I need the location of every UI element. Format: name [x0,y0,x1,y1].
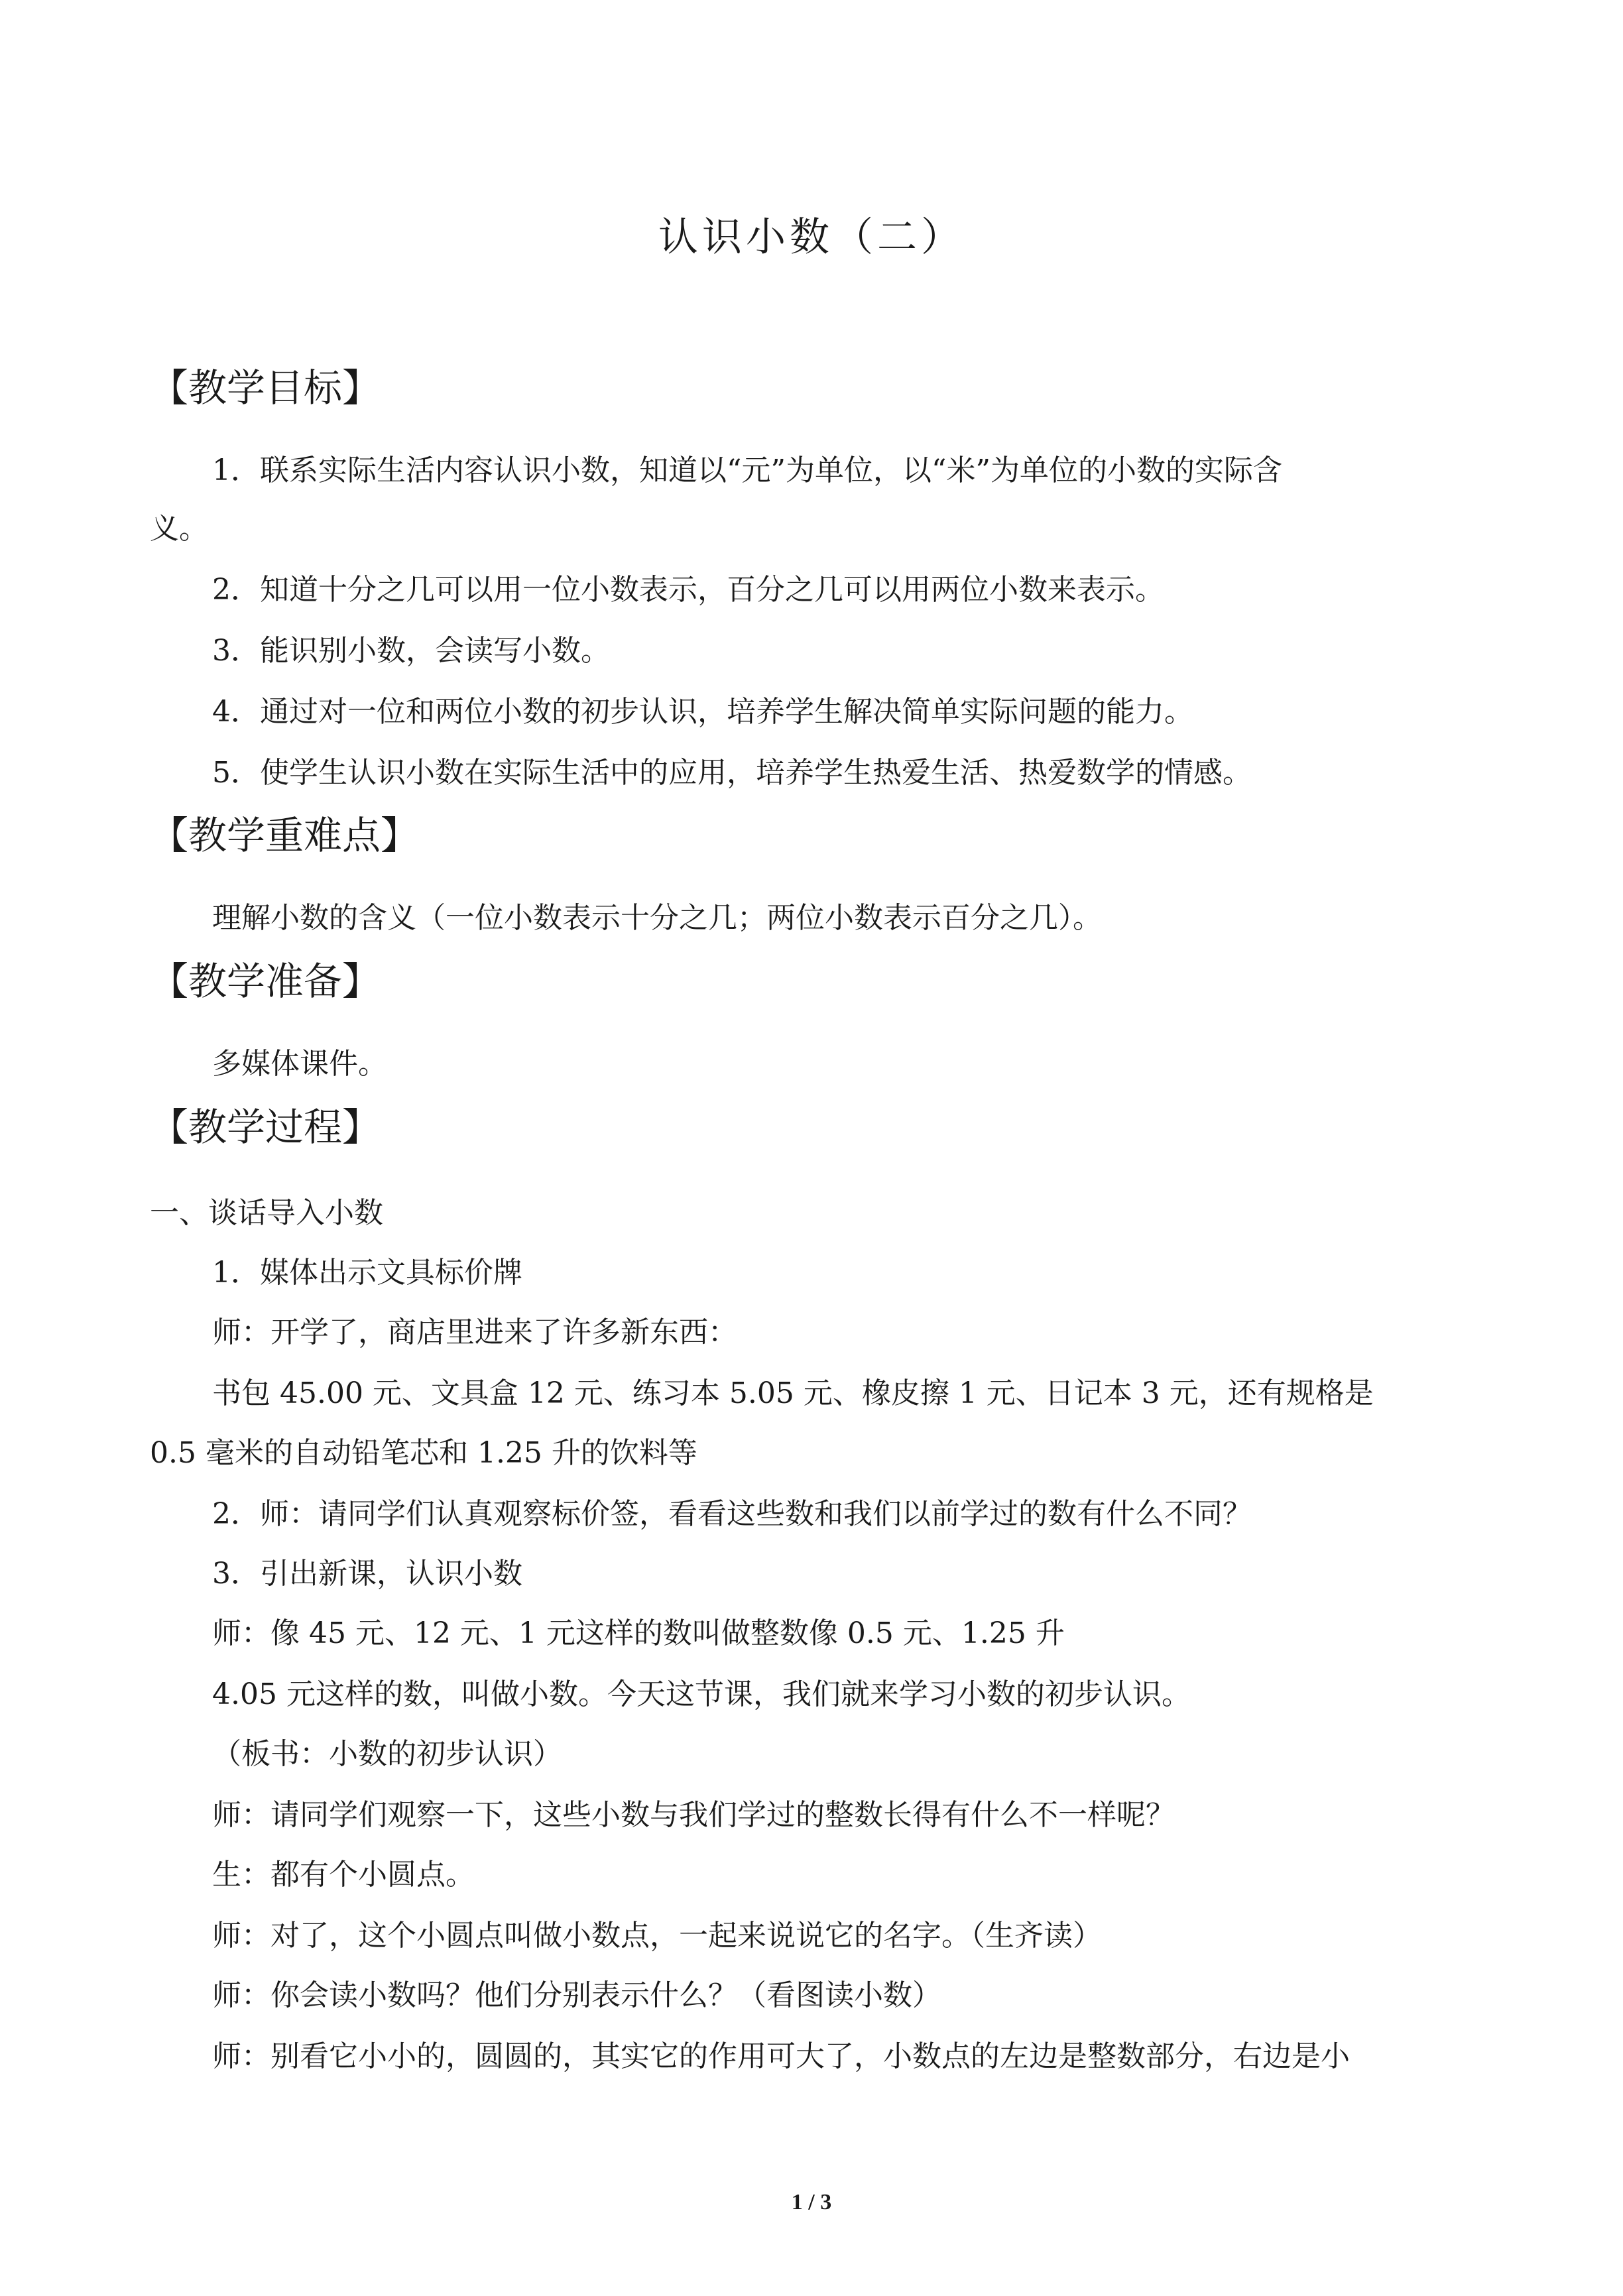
goal-item-3: 3．能识别小数，会读写小数。 [212,634,610,668]
process-line: 师：像 45 元、12 元、1 元这样的数叫做整数像 0.5 元、1.25 升 [212,1616,1065,1650]
process-line: 书包 45.00 元、文具盒 12 元、练习本 5.05 元、橡皮擦 1 元、日记本 3 元，还有规格是 [212,1376,1374,1410]
difficulty-heading: 【教学重难点】 [150,813,420,858]
process-line: 0.5 毫米的自动铅笔芯和 1.25 升的饮料等 [150,1436,697,1470]
process-line: 师：对了，这个小圆点叫做小数点，一起来说说它的名字。（生齐读） [212,1919,1102,1953]
process-line: 3．引出新课，认识小数 [212,1557,522,1591]
process-line: 师：请同学们观察一下，这些小数与我们学过的整数长得有什么不一样呢？ [212,1798,1175,1832]
goal-item-1: 1．联系实际生活内容认识小数，知道以“元”为单位，以“米”为单位的小数的实际含 [212,453,1282,487]
page-title: 认识小数（二） [658,214,965,261]
process-line: 师：你会读小数吗？他们分别表示什么？（看图读小数） [212,1978,941,2012]
process-line: 1．媒体出示文具标价牌 [212,1256,522,1290]
goal-item-2: 2．知道十分之几可以用一位小数表示，百分之几可以用两位小数来表示。 [212,573,1164,607]
goal-item-1-cont: 义。 [150,512,208,546]
goal-item-5: 5．使学生认识小数在实际生活中的应用，培养学生热爱生活、热爱数学的情感。 [212,756,1252,790]
process-line: （板书：小数的初步认识） [212,1737,562,1771]
preparation-heading: 【教学准备】 [150,959,381,1004]
process-line: 师：别看它小小的，圆圆的，其实它的作用可大了，小数点的左边是整数部分，右边是小 [212,2039,1350,2073]
goal-item-4: 4．通过对一位和两位小数的初步认识，培养学生解决简单实际问题的能力。 [212,695,1193,729]
difficulty-text: 理解小数的含义（一位小数表示十分之几；两位小数表示百分之几）。 [212,901,1102,935]
process-line: 生：都有个小圆点。 [212,1858,475,1892]
process-line: 2．师：请同学们认真观察标价签，看看这些数和我们以前学过的数有什么不同？ [212,1497,1252,1531]
process-line: 师：开学了，商店里进来了许多新东西： [212,1315,737,1349]
goals-heading: 【教学目标】 [150,365,381,410]
process-line: 4.05 元这样的数，叫做小数。今天这节课，我们就来学习小数的初步认识。 [212,1677,1191,1711]
page-number: 1 / 3 [791,2190,832,2214]
process-heading: 【教学过程】 [150,1105,381,1150]
preparation-text: 多媒体课件。 [212,1047,387,1081]
process-section-1: 一、谈话导入小数 [150,1196,383,1230]
